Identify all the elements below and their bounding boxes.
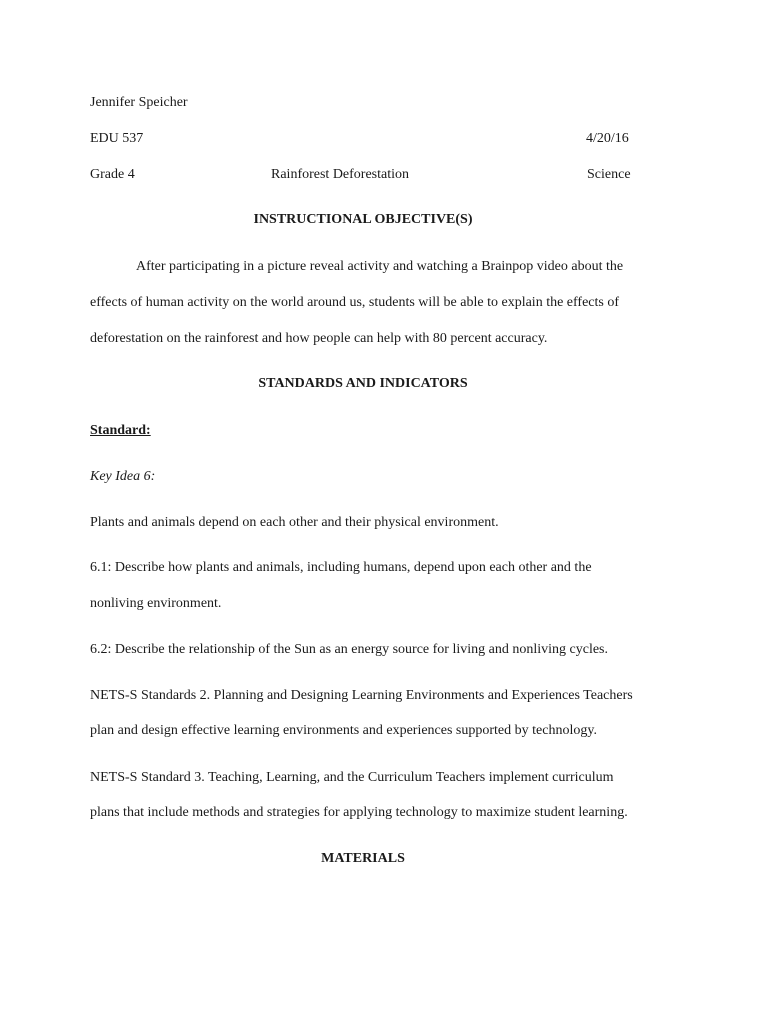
- nets-3-line-1: NETS-S Standard 3. Teaching, Learning, and the Curriculum Teachers implement curriculum: [90, 770, 614, 785]
- objectives-heading: INSTRUCTIONAL OBJECTIVE(S): [253, 212, 473, 227]
- lesson-topic: Rainforest Deforestation: [271, 167, 410, 182]
- indicator-6-2: 6.2: Describe the relationship of the Sun as an energy source for living and nonliving cycles.: [90, 642, 608, 657]
- nets-2-line-2: plan and design effective learning environments and experiences supported by technology.: [90, 723, 597, 738]
- lesson-date: 4/20/16: [586, 131, 629, 146]
- standards-heading: STANDARDS AND INDICATORS: [258, 376, 468, 391]
- grade-level: Grade 4: [90, 167, 135, 182]
- indicator-6-1-line-1: 6.1: Describe how plants and animals, including humans, depend upon each other and the: [90, 560, 592, 575]
- objectives-line-2: effects of human activity on the world around us, students will be able to explain the effects of: [90, 295, 620, 310]
- course-code: EDU 537: [90, 131, 144, 146]
- lesson-subject: Science: [587, 167, 631, 182]
- indicator-6-1-line-2: nonliving environment.: [90, 596, 222, 611]
- key-idea-text: Plants and animals depend on each other and their physical environment.: [90, 515, 499, 530]
- nets-2-line-1: NETS-S Standards 2. Planning and Designing Learning Environments and Experiences Teachers: [90, 688, 633, 703]
- objectives-line-1: After participating in a picture reveal activity and watching a Brainpop video about the: [136, 259, 624, 274]
- key-idea-label: Key Idea 6:: [90, 469, 156, 484]
- author-name: Jennifer Speicher: [90, 95, 188, 110]
- key-idea-text-line: [90, 514, 499, 532]
- objectives-line-3: deforestation on the rainforest and how people can help with 80 percent accuracy.: [90, 331, 548, 346]
- nets-3-line-2: plans that include methods and strategies for applying technology to maximize student learning.: [90, 805, 628, 820]
- materials-heading: MATERIALS: [321, 851, 405, 866]
- standard-label: Standard:: [90, 423, 151, 438]
